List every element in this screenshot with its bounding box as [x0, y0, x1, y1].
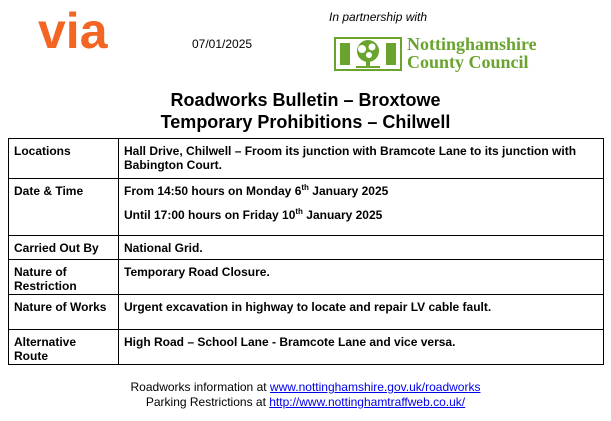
partnership-text: In partnership with: [329, 10, 428, 24]
roadworks-info-line: [0, 380, 611, 395]
row-label: Date & Time: [9, 179, 119, 236]
row-value: Urgent excavation in highway to locate and repair LV cable fault.: [119, 295, 604, 330]
row-label: Carried Out By: [9, 236, 119, 260]
end-date-time: Until 17:00 hours on Friday 10th January 2025: [124, 207, 383, 222]
roadworks-info-text: Roadworks information at: [130, 380, 270, 394]
row-label: Nature of Works: [9, 295, 119, 330]
parking-info-line: [0, 395, 611, 410]
row-value: [119, 179, 604, 236]
footer: [0, 380, 611, 410]
parking-info-text: Parking Restrictions at: [145, 395, 270, 409]
row-label: Locations: [9, 139, 119, 179]
row-value: Hall Drive, Chilwell – Froom its junction with Bramcote Lane to its junction with Babington Court.: [119, 139, 604, 179]
council-tree-logo-icon: [334, 36, 402, 72]
council-name-line2: County Council: [407, 52, 529, 72]
row-label: Nature of Restriction: [9, 260, 119, 295]
table-row-carried-out-by: [9, 236, 604, 260]
table-row-date-time: [9, 179, 604, 236]
parking-link[interactable]: http://www.nottinghamtraffweb.co.uk/: [269, 395, 466, 409]
via-logo-text: via: [38, 4, 108, 54]
row-label: Alternative Route: [9, 330, 119, 365]
via-logo: [36, 4, 128, 54]
table-row-locations: [9, 139, 604, 179]
roadworks-link[interactable]: www.nottinghamshire.gov.uk/roadworks: [269, 380, 481, 394]
table-row-alternative-route: [9, 330, 604, 365]
bulletin-subtitle: Temporary Prohibitions – Chilwell: [160, 112, 451, 132]
council-name-line1: Nottinghamshire: [407, 34, 537, 54]
table-row-nature-of-restriction: [9, 260, 604, 295]
start-date-time: From 14:50 hours on Monday 6th January 2025: [124, 183, 389, 198]
council-name: [407, 35, 537, 71]
row-value: Temporary Road Closure.: [119, 260, 604, 295]
table-row-nature-of-works: [9, 295, 604, 330]
bulletin-table: [8, 138, 604, 365]
bulletin-date: 07/01/2025: [192, 37, 253, 51]
row-value: High Road – School Lane - Bramcote Lane and vice versa.: [119, 330, 604, 365]
bulletin-title: Roadworks Bulletin – Broxtowe: [170, 90, 441, 110]
row-value: National Grid.: [119, 236, 604, 260]
